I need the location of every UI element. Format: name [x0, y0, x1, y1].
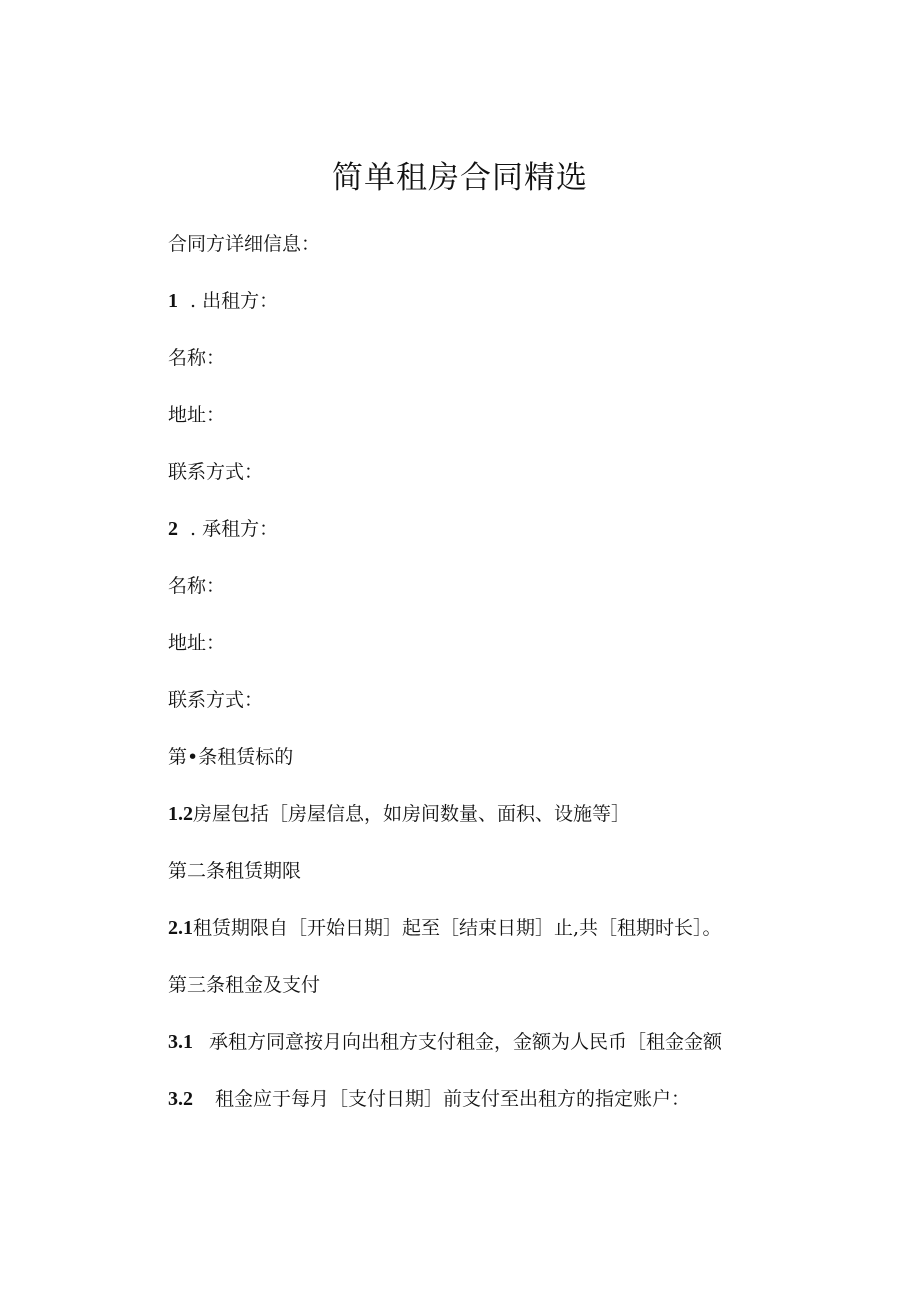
clause-number: 3.1 — [168, 1031, 193, 1053]
article-3-heading: 第三条租金及支付 — [168, 974, 321, 996]
item-text: . 出租方： — [190, 290, 279, 312]
document-title: 简单租房合同精选 — [332, 160, 588, 196]
clause-text: 租金应于每月［支付日期］前支付至出租方的指定账户： — [215, 1088, 691, 1110]
field-lessor-address: 地址： — [168, 404, 226, 426]
clause-2-1 — [168, 912, 868, 969]
field-lessor-contact: 联系方式： — [168, 461, 264, 483]
item-lessee — [168, 513, 868, 570]
field-lessee-address: 地址： — [168, 632, 226, 654]
clause-3-2 — [168, 1083, 868, 1140]
field-lessee-name: 名称： — [168, 575, 226, 597]
clause-text: 房屋包括［房屋信息，如房间数量、面积、设施等］ — [193, 803, 631, 825]
clause-1-2 — [168, 798, 868, 855]
document-body — [168, 228, 868, 1140]
item-number: 1 — [168, 290, 178, 312]
clause-number: 1.2 — [168, 803, 193, 825]
clause-number: 3.2 — [168, 1088, 193, 1110]
article-1-heading: 第•条租赁标的 — [168, 746, 294, 768]
article-2-heading: 第二条租赁期限 — [168, 860, 302, 882]
field-lessor-name: 名称： — [168, 347, 226, 369]
field-lessee-contact: 联系方式： — [168, 689, 264, 711]
item-lessor — [168, 285, 868, 342]
clause-3-1 — [168, 1026, 868, 1083]
section-heading-parties: 合同方详细信息： — [168, 233, 321, 255]
item-number: 2 — [168, 518, 178, 540]
clause-number: 2.1 — [168, 917, 193, 939]
clause-text: 租赁期限自［开始日期］起至［结束日期］止,共［租期时长］。 — [193, 917, 722, 939]
clause-text: 承租方同意按月向出租方支付租金，金额为人民币［租金金额 — [209, 1031, 723, 1053]
item-text: . 承租方： — [190, 518, 279, 540]
